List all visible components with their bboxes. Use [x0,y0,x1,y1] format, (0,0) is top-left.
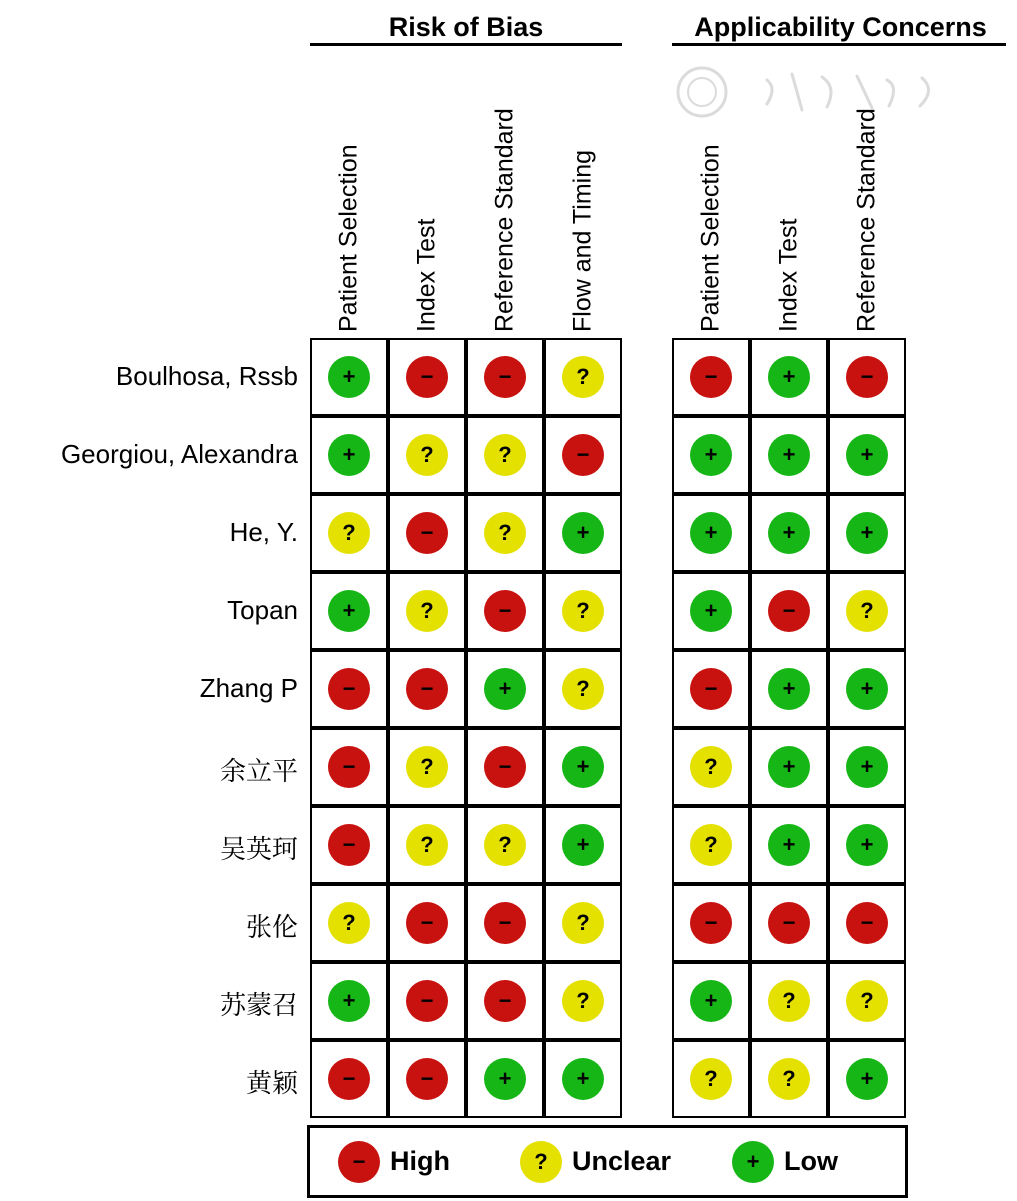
rob-cell-patient-selection [310,494,388,572]
ac-cell-reference-standard [828,650,906,728]
ac-cell-index-test [750,572,828,650]
high-mark: − [484,902,526,944]
high-mark: − [690,668,732,710]
unclear-mark: ? [484,824,526,866]
rob-cell-reference-standard [466,728,544,806]
ac-cell-index-test [750,728,828,806]
ac-cell-patient-selection [672,884,750,962]
rob-cell-patient-selection [310,728,388,806]
low-mark: + [328,590,370,632]
high-mark: − [406,902,448,944]
unclear-mark: ? [484,512,526,554]
high-mark: − [406,1058,448,1100]
high-mark: − [406,356,448,398]
ac-cell-patient-selection [672,728,750,806]
study-label: He, Y. [229,517,298,547]
ac-cell-reference-standard [828,728,906,806]
ac-cell-reference-standard [828,494,906,572]
rob-col-label-text: Index Test [412,218,441,332]
rob-cell-reference-standard [466,1040,544,1118]
unclear-mark: ? [328,512,370,554]
low-mark: + [690,590,732,632]
ac-cell-index-test [750,884,828,962]
study-label: 张伦 [245,912,298,942]
high-mark: − [406,668,448,710]
study-label: 黄颖 [245,1068,298,1098]
rob-cell-reference-standard [466,338,544,416]
legend-high-mark: − [338,1141,380,1183]
rob-cell-flow-and-timing [544,806,622,884]
ac-cell-reference-standard [828,962,906,1040]
risk-of-bias-rule [310,43,622,46]
unclear-mark: ? [406,824,448,866]
high-mark: − [768,902,810,944]
rob-cell-index-test [388,1040,466,1118]
rob-cell-reference-standard [466,416,544,494]
high-mark: − [484,590,526,632]
rob-cell-index-test [388,416,466,494]
high-mark: − [328,746,370,788]
legend-item-low [732,1128,838,1195]
high-mark: − [846,356,888,398]
ac-cell-index-test [750,962,828,1040]
low-mark: + [846,746,888,788]
rob-col-label-text: Reference Standard [490,108,519,332]
ac-col-label-text: Patient Selection [696,144,725,332]
rob-cell-index-test [388,962,466,1040]
rob-cell-flow-and-timing [544,728,622,806]
low-mark: + [328,434,370,476]
unclear-mark: ? [768,1058,810,1100]
ac-cell-index-test [750,806,828,884]
high-mark: − [484,746,526,788]
unclear-mark: ? [562,980,604,1022]
rob-col-label-text: Flow and Timing [568,149,597,332]
unclear-mark: ? [406,434,448,476]
ac-cell-reference-standard [828,338,906,416]
applicability-rule [672,43,1006,46]
study-label: Boulhosa, Rssb [115,361,298,391]
unclear-mark: ? [562,590,604,632]
unclear-mark: ? [328,902,370,944]
ac-cell-index-test [750,494,828,572]
low-mark: + [484,668,526,710]
unclear-mark: ? [690,824,732,866]
legend-item-unclear [520,1128,671,1195]
low-mark: + [768,824,810,866]
rob-cell-reference-standard [466,650,544,728]
low-mark: + [768,746,810,788]
low-mark: + [768,668,810,710]
legend-unclear-mark: ? [520,1141,562,1183]
rob-cell-flow-and-timing [544,962,622,1040]
ac-cell-patient-selection [672,338,750,416]
low-mark: + [562,824,604,866]
ac-cell-index-test [750,338,828,416]
rob-cell-index-test [388,572,466,650]
low-mark: + [846,824,888,866]
rob-cell-patient-selection [310,572,388,650]
unclear-mark: ? [562,902,604,944]
study-label: Topan [227,595,298,625]
study-label: 苏蒙召 [219,990,298,1020]
legend [307,1125,908,1198]
unclear-mark: ? [562,668,604,710]
rob-cell-flow-and-timing [544,416,622,494]
high-mark: − [484,356,526,398]
applicability-title: Applicability Concerns [694,12,987,42]
legend-label: Unclear [572,1146,672,1176]
rob-cell-patient-selection [310,1040,388,1118]
rob-cell-index-test [388,650,466,728]
rob-cell-reference-standard [466,572,544,650]
rob-cell-reference-standard [466,884,544,962]
ac-cell-patient-selection [672,962,750,1040]
ac-cell-index-test [750,416,828,494]
unclear-mark: ? [690,746,732,788]
study-label: Zhang P [199,673,298,703]
rob-cell-patient-selection [310,884,388,962]
low-mark: + [846,1058,888,1100]
ac-cell-patient-selection [672,572,750,650]
high-mark: − [328,668,370,710]
high-mark: − [406,512,448,554]
legend-low-mark: + [732,1141,774,1183]
ac-cell-reference-standard [828,806,906,884]
ac-cell-patient-selection [672,650,750,728]
ac-cell-patient-selection [672,1040,750,1118]
rob-cell-index-test [388,494,466,572]
high-mark: − [406,980,448,1022]
rob-cell-index-test [388,338,466,416]
rob-cell-flow-and-timing [544,650,622,728]
low-mark: + [846,512,888,554]
rob-col-label-text: Patient Selection [334,144,363,332]
high-mark: − [328,1058,370,1100]
ac-cell-reference-standard [828,884,906,962]
high-mark: − [484,980,526,1022]
ac-cell-reference-standard [828,416,906,494]
legend-label: High [390,1146,450,1176]
rob-cell-reference-standard [466,494,544,572]
study-label: 吴英珂 [219,834,298,864]
ac-cell-reference-standard [828,572,906,650]
unclear-mark: ? [846,980,888,1022]
legend-label: Low [784,1146,838,1176]
high-mark: − [768,590,810,632]
unclear-mark: ? [484,434,526,476]
low-mark: + [562,512,604,554]
rob-cell-flow-and-timing [544,884,622,962]
ac-cell-index-test [750,1040,828,1118]
low-mark: + [562,1058,604,1100]
rob-cell-flow-and-timing [544,338,622,416]
low-mark: + [846,434,888,476]
low-mark: + [484,1058,526,1100]
ac-cell-reference-standard [828,1040,906,1118]
unclear-mark: ? [406,746,448,788]
low-mark: + [846,668,888,710]
unclear-mark: ? [690,1058,732,1100]
rob-cell-index-test [388,728,466,806]
rob-cell-patient-selection [310,416,388,494]
unclear-mark: ? [406,590,448,632]
unclear-mark: ? [846,590,888,632]
high-mark: − [846,902,888,944]
rob-cell-flow-and-timing [544,572,622,650]
low-mark: + [328,356,370,398]
ac-cell-patient-selection [672,416,750,494]
rob-cell-reference-standard [466,806,544,884]
unclear-mark: ? [562,356,604,398]
ac-cell-index-test [750,650,828,728]
low-mark: + [690,980,732,1022]
rob-cell-flow-and-timing [544,494,622,572]
low-mark: + [562,746,604,788]
rob-cell-patient-selection [310,338,388,416]
low-mark: + [690,512,732,554]
legend-item-high [338,1128,450,1195]
low-mark: + [768,434,810,476]
ac-cell-patient-selection [672,494,750,572]
unclear-mark: ? [768,980,810,1022]
rob-cell-patient-selection [310,962,388,1040]
rob-cell-flow-and-timing [544,1040,622,1118]
low-mark: + [328,980,370,1022]
low-mark: + [690,434,732,476]
study-label: 余立平 [219,756,298,786]
rob-cell-reference-standard [466,962,544,1040]
high-mark: − [690,902,732,944]
risk-of-bias-title: Risk of Bias [388,12,544,42]
study-label: Georgiou, Alexandra [60,439,298,469]
ac-col-label-text: Index Test [774,218,803,332]
ac-col-label-text: Reference Standard [852,108,881,332]
rob-cell-patient-selection [310,650,388,728]
rob-cell-index-test [388,806,466,884]
low-mark: + [768,356,810,398]
high-mark: − [328,824,370,866]
ac-cell-patient-selection [672,806,750,884]
high-mark: − [690,356,732,398]
watermark-seal-icon [672,62,972,122]
rob-cell-patient-selection [310,806,388,884]
rob-cell-index-test [388,884,466,962]
high-mark: − [562,434,604,476]
low-mark: + [768,512,810,554]
